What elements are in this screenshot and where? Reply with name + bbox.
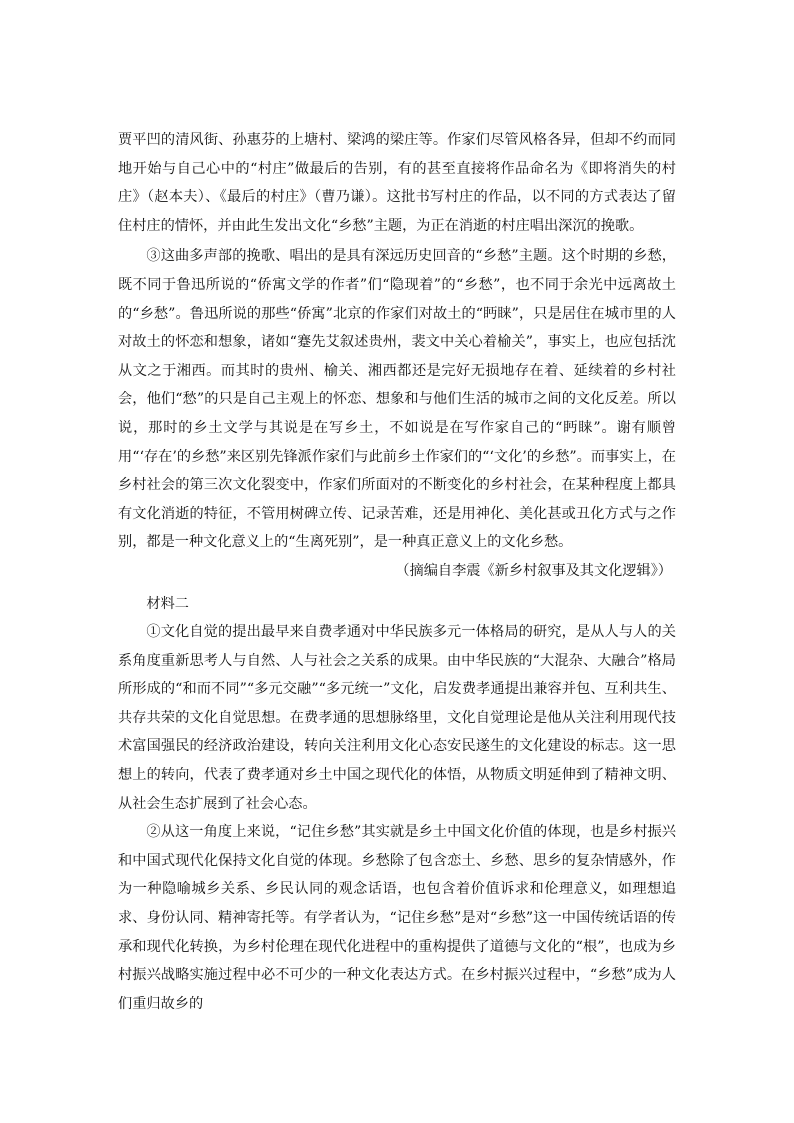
source-citation: （摘编自李震《新乡村叙事及其文化逻辑》）	[395, 562, 672, 579]
paragraph-3: ③这曲多声部的挽歌、唱出的是具有深远历史回音的“乡愁”主题。这个时期的乡愁，既不同于鲁迅所说的“侨寓文学的作者”们“隐现着”的“乡愁”，也不同于余光中远离故土的“乡愁”。鲁迅所说的那些“侨寓”北京的作家们对故土的“眄睐”，只是居住在城市里的人对故土的怀恋和想象，诸如“蹇先艾叙述贵州，裴文中关心着榆关”，事实上，也应包括沈从文之于湘西。而其时的贵州、榆关、湘西都还是完好无损地存在着、延续着的乡村社会，他们“愁”的只是自己主观上的怀恋、想象和与他们生活的城市之间的文化反差。所以说，那时的乡土文学与其说是在写乡土，不如说是在写作家自己的“眄睐”。谢有顺曾用“‘存在’的乡愁”来区别先锋派作家们与此前乡土作家们的“‘文化’的乡愁”。而事实上，在乡村社会的第三次文化裂变中，作家们所面对的不断变化的乡村社会，在某种程度上都具有文化消逝的特征，不管用树碑立传、记录苦难，还是用神化、美化甚或丑化方式与之作别，都是一种文化意义上的“生离死别”，是一种真正意义上的文化乡愁。	[118, 248, 676, 551]
material-two-paragraph-1: ①文化自觉的提出最早来自费孝通对中华民族多元一体格局的研究，是从人与人的关系角度重新思考人与自然、人与社会之关系的成果。由中华民族的“大混杂、大融合”格局所形成的“和而不同”“多元交融”“多元统一”文化，启发费孝通提出兼容并包、互利共生、共存共荣的文化自觉思想。在费孝通的思想脉络里，文化自觉理论是他从关注利用现代技术富国强民的经济政治建设，转向关注利用文化心态安民遂生的文化建设的标志。这一思想上的转向，代表了费孝通对乡土中国之现代化的体悟，从物质文明延伸到了精神文明、从社会生态扩展到了社会心态。	[118, 624, 676, 812]
material-two-label: 材料二	[146, 595, 189, 612]
paragraph-continued: 贾平凹的清风街、孙惠芬的上塘村、梁鸿的梁庄等。作家们尽管风格各异，但却不约而同地开始与自己心中的“村庄”做最后的告别，有的甚至直接将作品命名为《即将消失的村庄》（赵本夫）、《最后的村庄》（曹乃谦）。这批书写村庄的作品，以不同的方式表达了留住村庄的情怀，并由此生发出文化“乡愁”主题，为正在消逝的村庄唱出深沉的挽歌。	[118, 132, 676, 234]
material-two-paragraph-2: ②从这一角度上来说，“记住乡愁”其实就是乡土中国文化价值的体现，也是乡村振兴和中国式现代化保持文化自觉的体现。乡愁除了包含恋土、乡愁、思乡的复杂情感外，作为一种隐喻城乡关系、乡民认同的观念话语，也包含着价值诉求和伦理意义，如理想追求、身份认同、精神寄托等。有学者认为，“记住乡愁”是对“乡愁”这一中国传统话语的传承和现代化转换，为乡村伦理在现代化进程中的重构提供了道德与文化的“根”，也成为乡村振兴战略实施过程中必不可少的一种文化表达方式。在乡村振兴过程中，“乡愁”成为人们重归故乡的	[118, 824, 676, 1012]
